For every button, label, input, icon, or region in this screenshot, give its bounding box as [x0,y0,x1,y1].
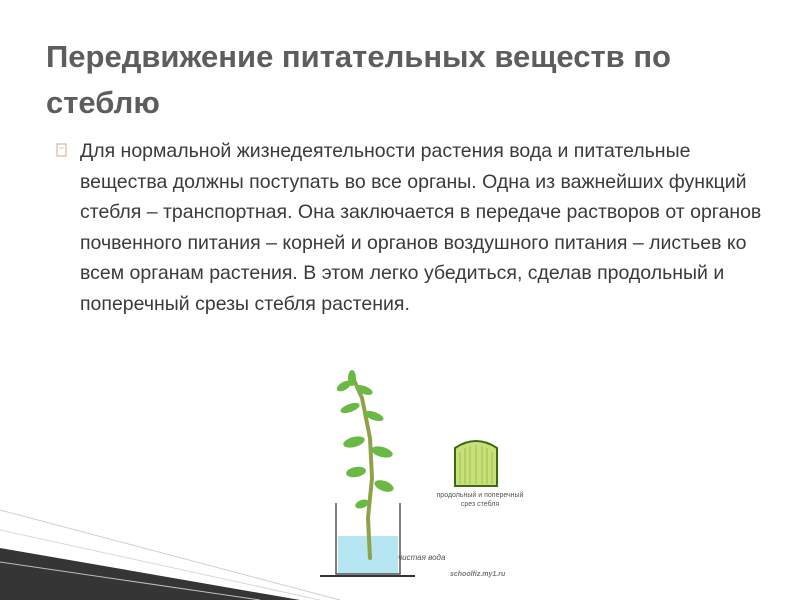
body-text: Для нормальной жизнедеятельности растения вода и питательные вещества должны поступать во все органы. Одна из важнейших функций стебля – транспортная. Она заключается в передаче растворов от органов почвенного питания – корней и органов воздушного питания – листьев ко всем органам растения. В этом легко убедиться, сделав продольный и поперечный срезы стебля растения. [80,140,762,315]
stem-cut-label: продольный и поперечный срез стебля [436,492,524,508]
water-label: чистая вода [398,553,446,562]
bullet-marker-icon [56,143,68,157]
plant-stem-illustration [300,368,550,588]
slide-title: Передвижение питательных веществ по стеблю [46,39,671,120]
watermark: schoolfiz.my1.ru [450,571,506,578]
